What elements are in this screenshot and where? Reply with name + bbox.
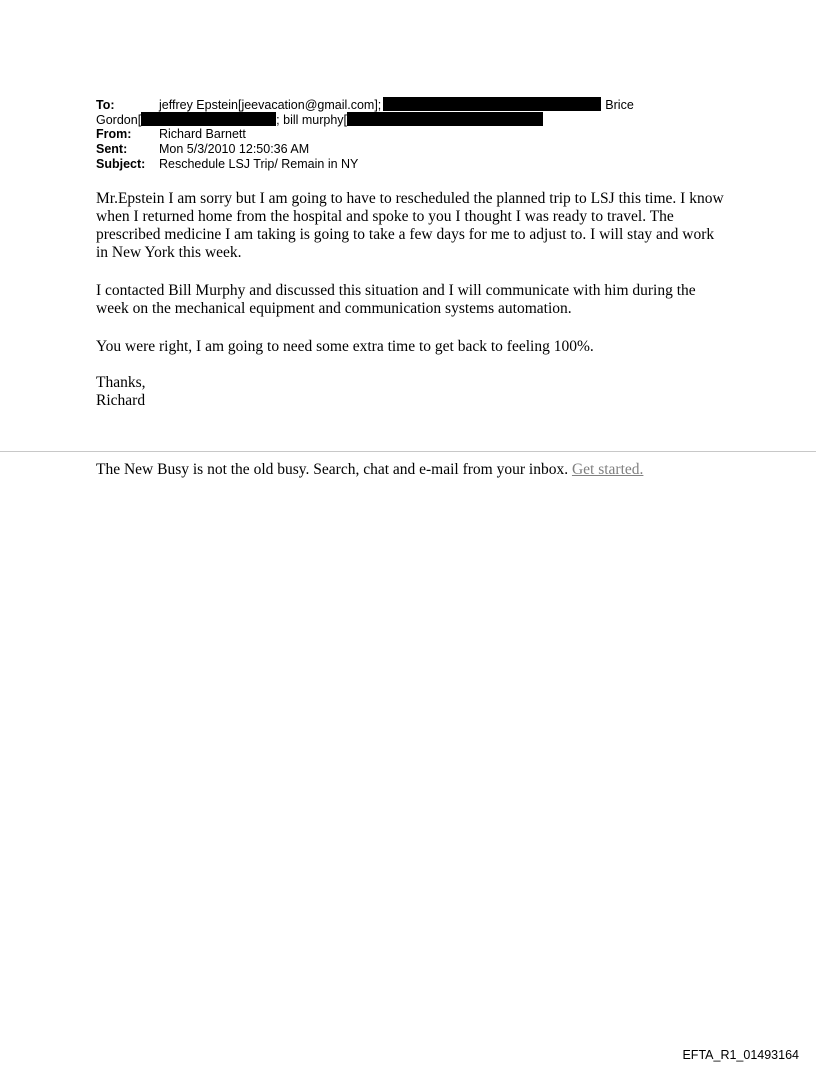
sent-label: Sent: [96, 142, 128, 156]
footer-promo [96, 461, 643, 479]
redaction-block [383, 97, 601, 111]
to-label: To: [96, 98, 115, 112]
from-label: From: [96, 127, 132, 141]
to-value: jeffrey Epstein[jeevacation@gmail.com]; [159, 98, 382, 112]
signature: Richard [96, 392, 146, 409]
to-tail: Brice [605, 98, 634, 112]
divider [0, 451, 816, 452]
get-started-link[interactable]: Get started. [571, 461, 644, 478]
from-value: Richard Barnett [159, 127, 246, 141]
to-line-continued [96, 112, 543, 128]
redaction-block [141, 112, 276, 126]
to-line [96, 97, 634, 113]
closing: Thanks, [96, 374, 146, 391]
subject-label: Subject: [96, 157, 146, 171]
sent-line [96, 142, 309, 157]
from-line [96, 127, 246, 142]
body-paragraph-3: You were right, I am going to need some extra time to get back to feeling 100%. [96, 338, 594, 355]
footer-text: The New Busy is not the old busy. Search, chat and e-mail from your inbox. [96, 461, 572, 478]
to-line2-start: Gordon[ [96, 113, 142, 127]
body-paragraph-1: Mr.Epstein I am sorry but I am going to have to rescheduled the planned trip to LSJ this time. I know when I returned home from the hospital and spoke to you I thought I was ready to travel. The prescribed medicine I am taking is going to take a few days for me to adjust to. I will stay and work in New York this week. [96, 190, 724, 261]
subject-value: Reschedule LSJ Trip/ Remain in NY [159, 157, 359, 171]
to-line2-mid: ; bill murphy[ [276, 113, 348, 127]
bates-number: EFTA_R1_01493164 [682, 1048, 799, 1062]
body-paragraph-2: I contacted Bill Murphy and discussed this situation and I will communicate with him during the week on the mechanical equipment and communication systems automation. [96, 282, 696, 317]
redaction-block [347, 112, 543, 126]
sent-value: Mon 5/3/2010 12:50:36 AM [159, 142, 310, 156]
subject-line [96, 157, 358, 172]
